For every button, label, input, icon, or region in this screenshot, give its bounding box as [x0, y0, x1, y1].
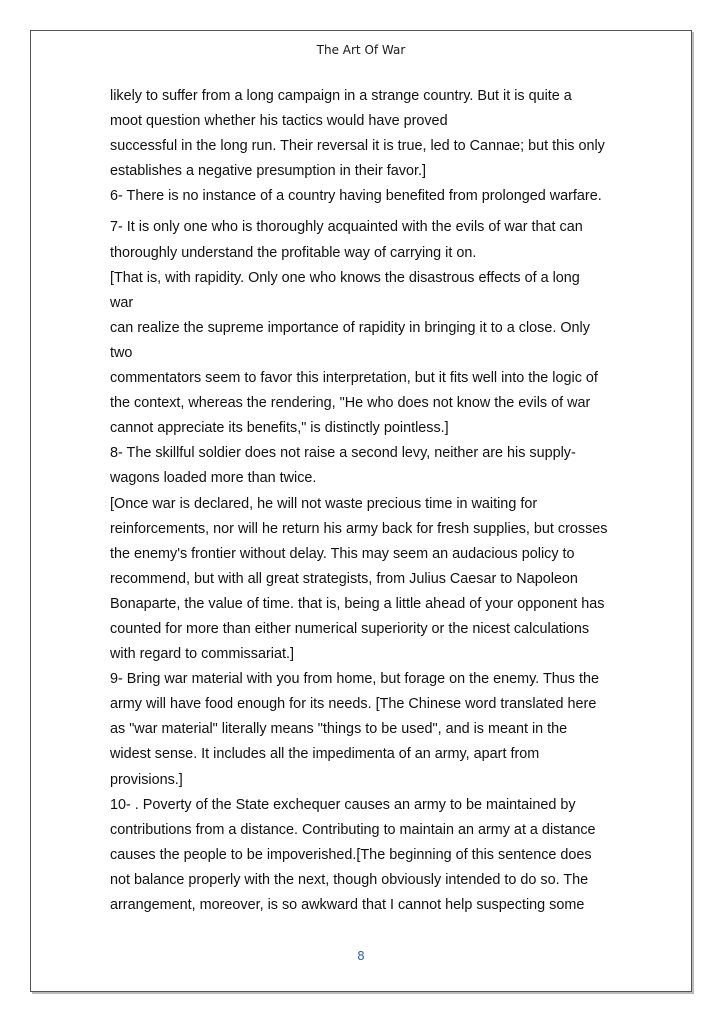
text-line: can realize the supreme importance of rapidity in bringing it to a close. Only [110, 319, 590, 336]
text-line: the context, whereas the rendering, "He who does not know the evils of war [110, 395, 591, 412]
text-line: 6- There is no instance of a country having benefited from prolonged warfare. [110, 188, 602, 205]
text-line: widest sense. It includes all the impedimenta of an army, apart from [110, 746, 540, 763]
text-line: arrangement, moreover, is so awkward that I cannot help suspecting some [110, 897, 585, 913]
text-line: 9- Bring war material with you from home, but forage on the enemy. Thus the [110, 671, 599, 688]
body-text [110, 84, 630, 918]
text-line: [That is, with rapidity. Only one who knows the disastrous effects of a long [110, 269, 580, 286]
text-line: thoroughly understand the profitable way of carrying it on. [110, 244, 477, 261]
text-line: [Once war is declared, he will not waste precious time in waiting for [110, 495, 538, 512]
text-line: 10- . Poverty of the State exchequer causes an army to be maintained by [110, 796, 576, 813]
text-line: contributions from a distance. Contributing to maintain an army at a distance [110, 821, 596, 838]
text-line: 7- It is only one who is thoroughly acquainted with the evils of war that can [110, 219, 583, 236]
text-line: as "war material" literally means "things to be used", and is meant in the [110, 721, 568, 738]
text-line: the enemy's frontier without delay. This may seem an audacious policy to [110, 545, 575, 562]
text-line: wagons loaded more than twice. [110, 470, 317, 487]
text-line: moot question whether his tactics would have proved [110, 113, 448, 130]
text-line: not balance properly with the next, though obviously intended to do so. The [110, 871, 589, 888]
text-line: two [110, 344, 133, 361]
page-header: The Art Of War [316, 43, 406, 57]
text-line: with regard to commissariat.] [110, 646, 294, 663]
text-line: provisions.] [110, 771, 183, 788]
text-line: successful in the long run. Their reversal it is true, led to Cannae; but this only [110, 138, 605, 155]
text-line: causes the people to be impoverished.[The beginning of this sentence does [110, 846, 592, 863]
text-line: counted for more than either numerical superiority or the nicest calculations [110, 620, 590, 637]
text-line: reinforcements, nor will he return his army back for fresh supplies, but crosses [110, 520, 608, 537]
text-line: commentators seem to favor this interpretation, but it fits well into the logic of [110, 370, 598, 387]
document-page [30, 30, 692, 992]
text-line: likely to suffer from a long campaign in a strange country. But it is quite a [110, 88, 572, 104]
text-line: recommend, but with all great strategists, from Julius Caesar to Napoleon [110, 570, 578, 587]
text-line: establishes a negative presumption in their favor.] [110, 163, 426, 180]
text-line: Bonaparte, the value of time. that is, being a little ahead of your opponent has [110, 595, 605, 612]
text-line: army will have food enough for its needs. [The Chinese word translated here [110, 696, 597, 713]
text-line: cannot appreciate its benefits," is distinctly pointless.] [110, 420, 449, 437]
page-number: 8 [357, 949, 365, 963]
text-line: 8- The skillful soldier does not raise a second levy, neither are his supply- [110, 445, 576, 462]
text-line: war [110, 294, 134, 311]
